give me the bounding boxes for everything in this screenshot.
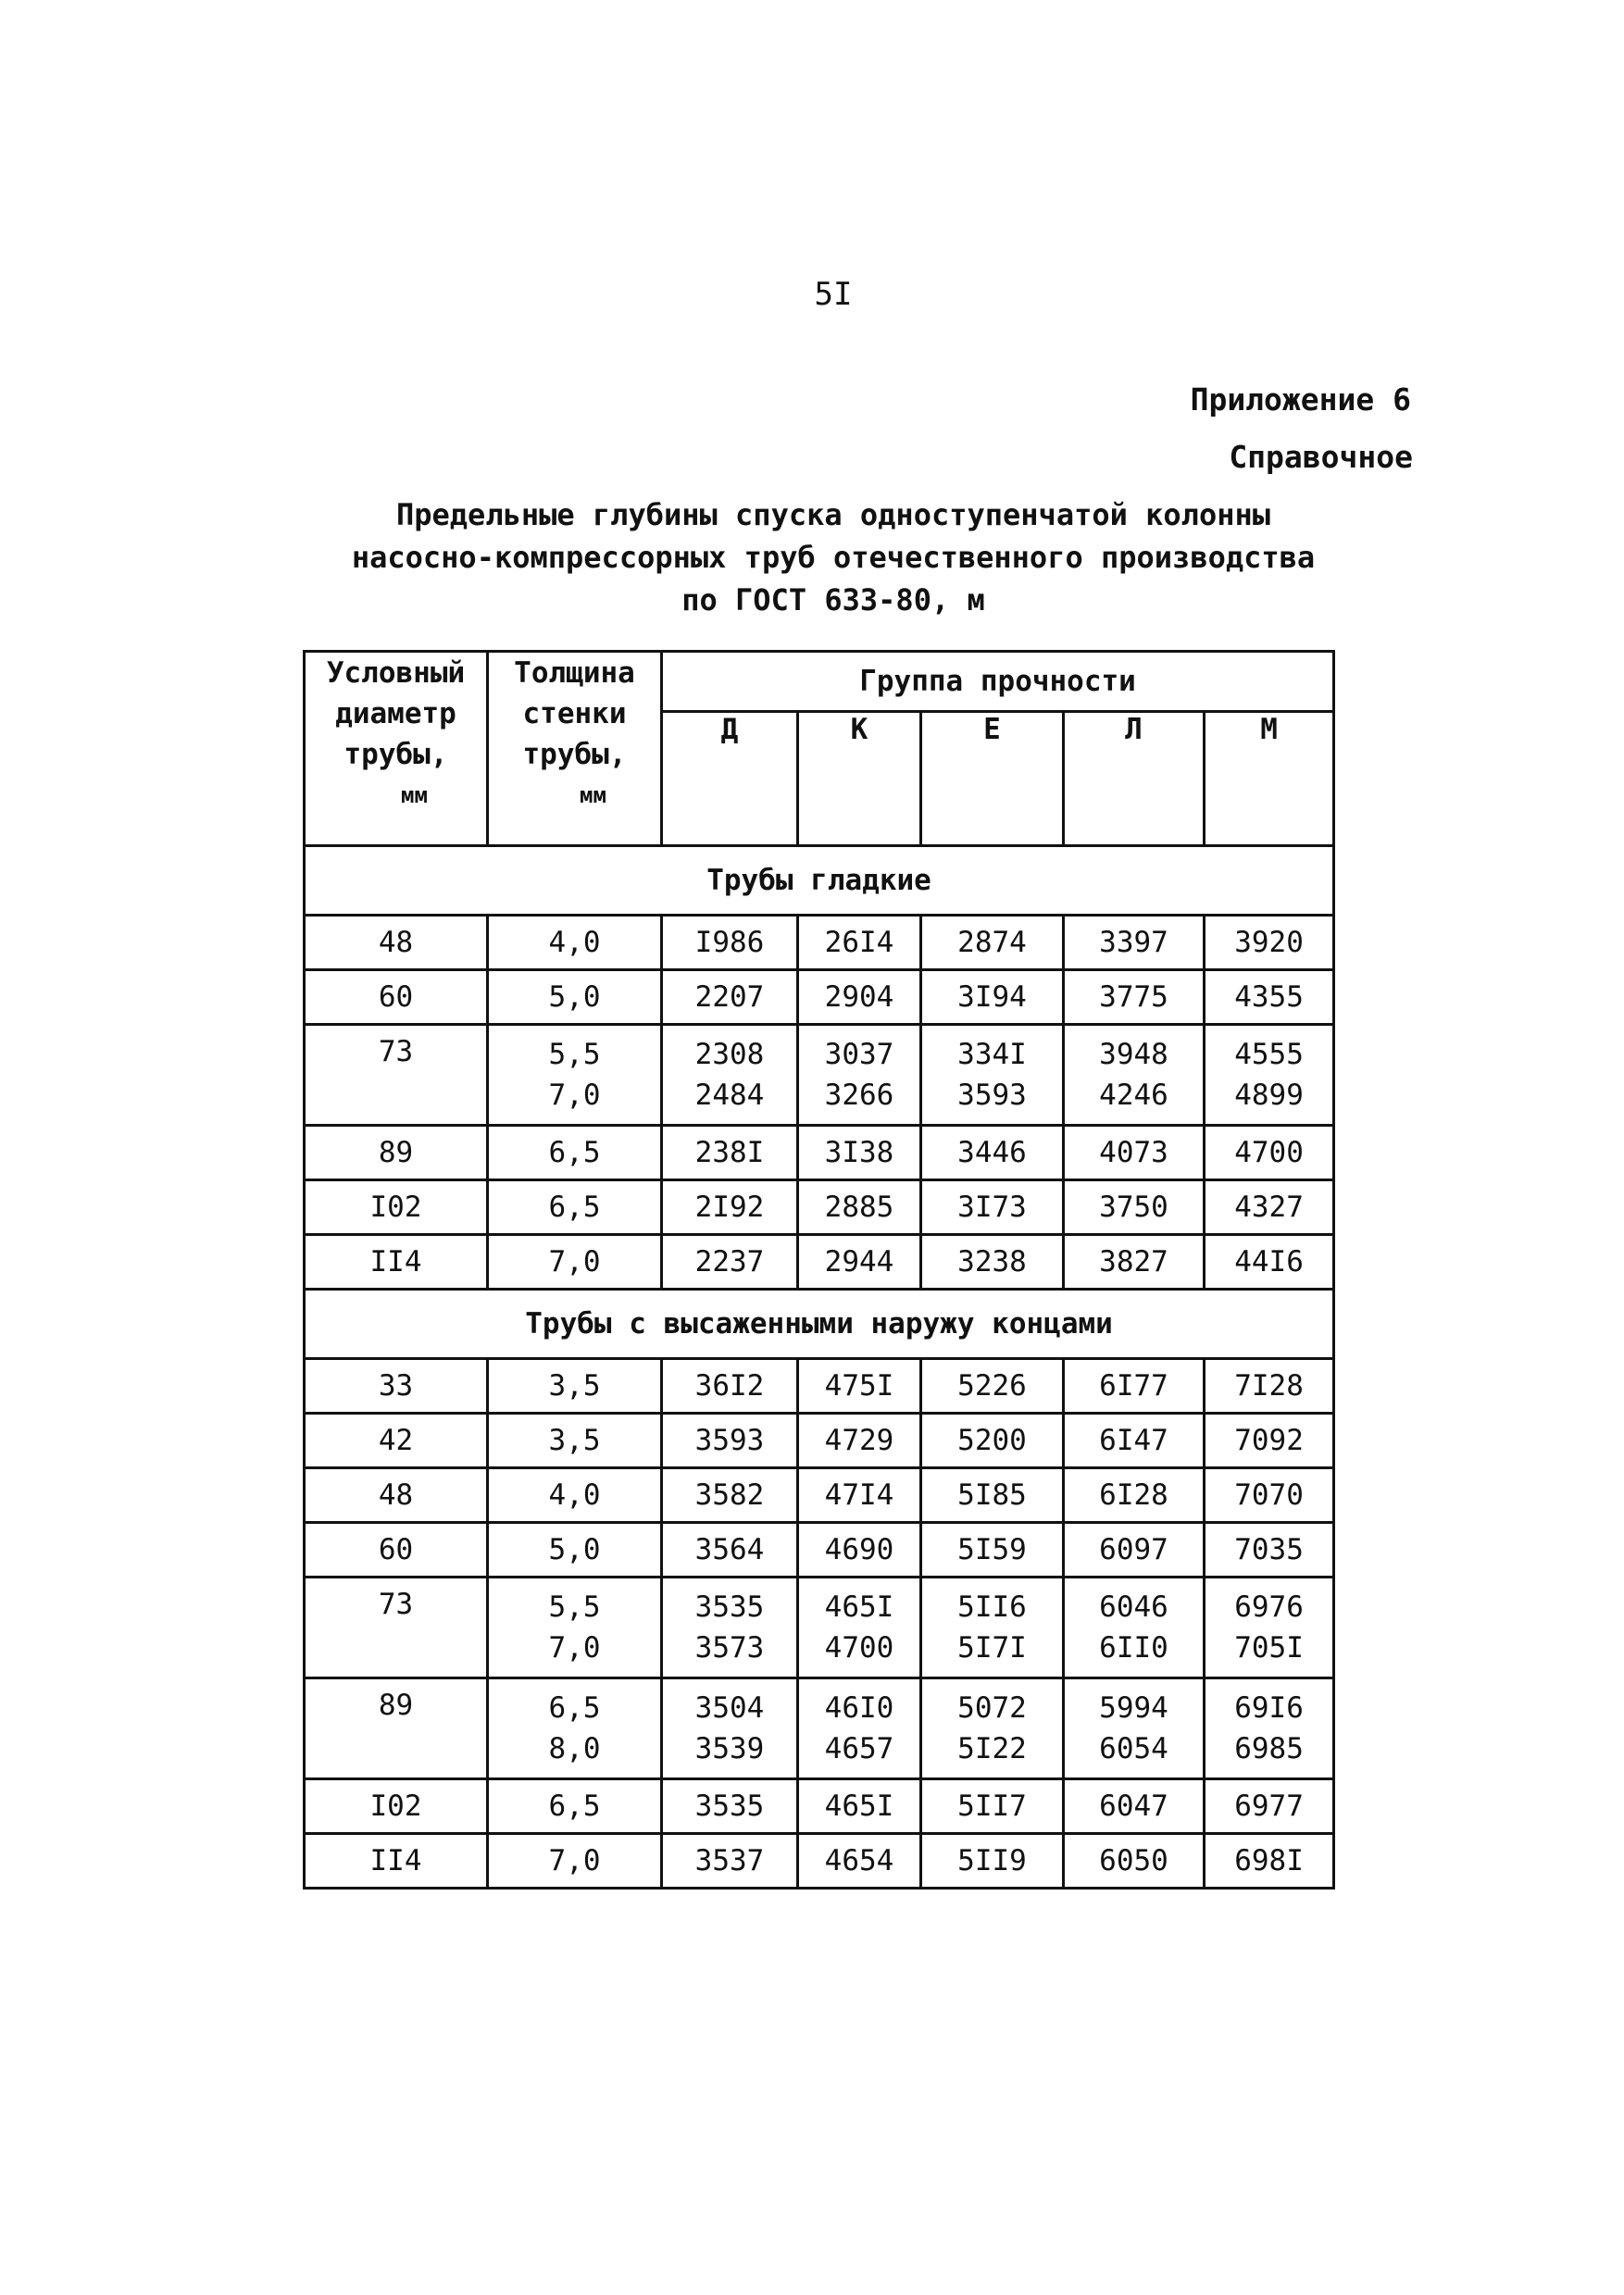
depth-value: 47I4 <box>824 1478 894 1512</box>
page-number: 5I <box>814 276 853 313</box>
depth-value: 2207 <box>694 980 765 1014</box>
depth-value: 3775 <box>1099 980 1168 1014</box>
cell-depth-м <box>1205 970 1334 1025</box>
cell-depth-м <box>1205 1359 1334 1414</box>
appendix-label: Приложение 6 <box>1190 381 1411 418</box>
header-text: стенки <box>522 697 627 730</box>
cell-depth-л <box>1064 1523 1205 1578</box>
cell-depth-к <box>798 916 921 970</box>
depth-value: 6097 <box>1099 1533 1168 1566</box>
table-row <box>305 916 1334 970</box>
header-text: мм <box>401 782 428 808</box>
header-text: диаметр <box>335 697 456 730</box>
depth-value: 5II7 <box>957 1790 1027 1823</box>
cell-thickness <box>488 1678 662 1779</box>
table-title <box>296 493 1370 621</box>
depth-table <box>303 650 1335 1890</box>
table-row <box>305 1468 1334 1523</box>
cell-depth-м <box>1205 916 1334 970</box>
cell-depth-л <box>1064 916 1205 970</box>
depth-value: 2484 <box>694 1079 765 1112</box>
cell-depth-д <box>662 916 798 970</box>
header-group-e: Е <box>921 712 1064 846</box>
depth-value: 465I <box>824 1590 894 1624</box>
depth-value: 7035 <box>1234 1533 1304 1566</box>
header-text: мм <box>580 782 606 808</box>
table-row <box>305 1578 1334 1678</box>
cell-diameter: II4 <box>305 1235 488 1290</box>
thickness-value: 8,0 <box>548 1732 601 1765</box>
cell-depth-е <box>921 1025 1064 1126</box>
header-text: Условный <box>326 656 466 690</box>
title-line: насосно-компрессорных труб отечественного производства <box>351 540 1316 575</box>
cell-depth-к <box>798 1779 921 1834</box>
depth-value: 4700 <box>824 1631 894 1665</box>
thickness-value: 6,5 <box>548 1191 601 1224</box>
thickness-value: 3,5 <box>548 1424 601 1457</box>
cell-thickness <box>488 1235 662 1290</box>
cell-depth-л <box>1064 1779 1205 1834</box>
cell-depth-м <box>1205 1834 1334 1889</box>
depth-value: 6I28 <box>1099 1478 1168 1512</box>
header-text: Толщина <box>514 656 635 690</box>
cell-depth-л <box>1064 1126 1205 1180</box>
depth-value: 6050 <box>1099 1844 1168 1877</box>
depth-value: 3573 <box>694 1631 765 1665</box>
cell-depth-к <box>798 1468 921 1523</box>
depth-value: 3537 <box>694 1844 765 1877</box>
depth-value: 5072 <box>957 1691 1027 1725</box>
depth-value: 2237 <box>694 1245 765 1278</box>
depth-value: 3I38 <box>824 1136 894 1169</box>
table-row <box>305 1359 1334 1414</box>
depth-value: 3920 <box>1234 926 1304 959</box>
title-line: Предельные глубины спуска одноступенчатой колонны <box>395 497 1270 532</box>
cell-depth-е <box>921 1235 1064 1290</box>
cell-diameter: I02 <box>305 1779 488 1834</box>
depth-value: 4729 <box>824 1424 894 1457</box>
thickness-value: 6,5 <box>548 1790 601 1823</box>
depth-value: 2904 <box>824 980 894 1014</box>
cell-depth-к <box>798 1523 921 1578</box>
table-row <box>305 1414 1334 1468</box>
cell-diameter: 73 <box>305 1578 488 1678</box>
thickness-value: 6,5 <box>548 1691 601 1725</box>
depth-value: 69I6 <box>1234 1691 1304 1725</box>
header-group-l: Л <box>1064 712 1205 846</box>
cell-diameter: 33 <box>305 1359 488 1414</box>
cell-thickness <box>488 1025 662 1126</box>
cell-depth-д <box>662 1126 798 1180</box>
cell-depth-к <box>798 1414 921 1468</box>
cell-depth-д <box>662 970 798 1025</box>
cell-diameter: I02 <box>305 1180 488 1235</box>
depth-value: 3535 <box>694 1590 765 1624</box>
header-text: трубы, <box>522 738 627 771</box>
depth-value: 44I6 <box>1234 1245 1304 1278</box>
cell-thickness <box>488 1523 662 1578</box>
cell-diameter: 60 <box>305 970 488 1025</box>
depth-value: 6054 <box>1099 1732 1168 1765</box>
cell-thickness <box>488 1414 662 1468</box>
cell-diameter: 60 <box>305 1523 488 1578</box>
depth-value: 6976 <box>1234 1590 1304 1624</box>
header-diameter <box>305 652 488 846</box>
thickness-value: 3,5 <box>548 1369 601 1403</box>
cell-depth-м <box>1205 1468 1334 1523</box>
table-row <box>305 1523 1334 1578</box>
cell-thickness <box>488 1180 662 1235</box>
cell-depth-м <box>1205 1578 1334 1678</box>
cell-diameter: 73 <box>305 1025 488 1126</box>
thickness-value: 4,0 <box>548 926 601 959</box>
depth-value: 5I22 <box>957 1732 1027 1765</box>
cell-thickness <box>488 1578 662 1678</box>
depth-value: 6I47 <box>1099 1424 1168 1457</box>
depth-value: 4899 <box>1234 1079 1304 1112</box>
section-title: Трубы с высаженными наружу концами <box>305 1290 1334 1359</box>
depth-value: 3504 <box>694 1691 765 1725</box>
thickness-value: 5,5 <box>548 1038 601 1071</box>
cell-depth-л <box>1064 1834 1205 1889</box>
cell-diameter: 48 <box>305 916 488 970</box>
cell-depth-е <box>921 916 1064 970</box>
cell-diameter: 89 <box>305 1126 488 1180</box>
cell-thickness <box>488 970 662 1025</box>
cell-depth-л <box>1064 1359 1205 1414</box>
title-line: по ГОСТ 633-80, м <box>681 582 985 617</box>
cell-depth-к <box>798 1834 921 1889</box>
header-strength-group: Группа прочности <box>662 652 1334 712</box>
depth-value: 3593 <box>694 1424 765 1457</box>
cell-depth-л <box>1064 1678 1205 1779</box>
depth-value: 4073 <box>1099 1136 1168 1169</box>
depth-value: 5II9 <box>957 1844 1027 1877</box>
depth-value: 6046 <box>1099 1590 1168 1624</box>
depth-value: 36I2 <box>694 1369 765 1403</box>
cell-depth-е <box>921 1126 1064 1180</box>
cell-depth-к <box>798 1025 921 1126</box>
depth-value: 3266 <box>824 1079 894 1112</box>
cell-depth-л <box>1064 1414 1205 1468</box>
thickness-value: 5,0 <box>548 980 601 1014</box>
cell-depth-д <box>662 1578 798 1678</box>
cell-depth-д <box>662 1468 798 1523</box>
depth-value: 5I59 <box>957 1533 1027 1566</box>
table-row <box>305 1235 1334 1290</box>
depth-value: 4700 <box>1234 1136 1304 1169</box>
depth-value: 7070 <box>1234 1478 1304 1512</box>
depth-value: 7092 <box>1234 1424 1304 1457</box>
table-row <box>305 1834 1334 1889</box>
cell-depth-к <box>798 1235 921 1290</box>
cell-depth-м <box>1205 1235 1334 1290</box>
depth-value: 4690 <box>824 1533 894 1566</box>
reference-label: Справочное <box>1229 439 1413 475</box>
depth-value: 334I <box>957 1038 1027 1071</box>
cell-depth-е <box>921 1359 1064 1414</box>
header-group-k: К <box>798 712 921 846</box>
depth-value: 6985 <box>1234 1732 1304 1765</box>
thickness-value: 5,5 <box>548 1590 601 1624</box>
cell-depth-д <box>662 1180 798 1235</box>
depth-value: 5I7I <box>957 1631 1027 1665</box>
cell-thickness <box>488 1779 662 1834</box>
cell-depth-м <box>1205 1414 1334 1468</box>
cell-depth-е <box>921 1414 1064 1468</box>
section-title: Трубы гладкие <box>305 846 1334 916</box>
cell-depth-к <box>798 970 921 1025</box>
cell-depth-е <box>921 1468 1064 1523</box>
cell-depth-д <box>662 1834 798 1889</box>
table-row <box>305 970 1334 1025</box>
depth-value: 3I94 <box>957 980 1027 1014</box>
header-text: трубы, <box>344 738 448 771</box>
cell-thickness <box>488 1834 662 1889</box>
depth-value: 3446 <box>957 1136 1027 1169</box>
table-row <box>305 1678 1334 1779</box>
cell-depth-к <box>798 1578 921 1678</box>
thickness-value: 7,0 <box>548 1079 601 1112</box>
depth-value: 3948 <box>1099 1038 1168 1071</box>
cell-depth-е <box>921 1678 1064 1779</box>
depth-value: 475I <box>824 1369 894 1403</box>
depth-value: 5II6 <box>957 1590 1027 1624</box>
cell-thickness <box>488 916 662 970</box>
cell-depth-л <box>1064 970 1205 1025</box>
cell-depth-м <box>1205 1523 1334 1578</box>
depth-value: 4654 <box>824 1844 894 1877</box>
cell-depth-л <box>1064 1235 1205 1290</box>
cell-thickness <box>488 1359 662 1414</box>
depth-value: 2944 <box>824 1245 894 1278</box>
cell-depth-д <box>662 1414 798 1468</box>
thickness-value: 5,0 <box>548 1533 601 1566</box>
table-row <box>305 1025 1334 1126</box>
cell-depth-м <box>1205 1779 1334 1834</box>
cell-depth-м <box>1205 1126 1334 1180</box>
cell-depth-м <box>1205 1180 1334 1235</box>
cell-depth-л <box>1064 1025 1205 1126</box>
depth-value: 4555 <box>1234 1038 1304 1071</box>
depth-value: 2308 <box>694 1038 765 1071</box>
cell-depth-д <box>662 1359 798 1414</box>
depth-value: 4355 <box>1234 980 1304 1014</box>
depth-value: 5994 <box>1099 1691 1168 1725</box>
thickness-value: 7,0 <box>548 1631 601 1665</box>
cell-depth-е <box>921 1779 1064 1834</box>
cell-depth-к <box>798 1359 921 1414</box>
cell-depth-д <box>662 1025 798 1126</box>
depth-value: 3397 <box>1099 926 1168 959</box>
cell-depth-к <box>798 1126 921 1180</box>
cell-depth-к <box>798 1180 921 1235</box>
cell-depth-л <box>1064 1180 1205 1235</box>
depth-value: 238I <box>694 1136 765 1169</box>
depth-value: 2874 <box>957 926 1027 959</box>
depth-value: 3750 <box>1099 1191 1168 1224</box>
header-group-d: Д <box>662 712 798 846</box>
cell-depth-д <box>662 1779 798 1834</box>
depth-value: 465I <box>824 1790 894 1823</box>
depth-value: 3539 <box>694 1732 765 1765</box>
depth-value: 7I28 <box>1234 1369 1304 1403</box>
table-row <box>305 1126 1334 1180</box>
depth-value: 705I <box>1234 1631 1304 1665</box>
cell-depth-л <box>1064 1578 1205 1678</box>
depth-value: 6I77 <box>1099 1369 1168 1403</box>
header-group-m: М <box>1205 712 1334 846</box>
depth-value: I986 <box>694 926 765 959</box>
depth-value: 3238 <box>957 1245 1027 1278</box>
thickness-value: 6,5 <box>548 1136 601 1169</box>
cell-diameter: 48 <box>305 1468 488 1523</box>
cell-depth-д <box>662 1678 798 1779</box>
depth-value: 3564 <box>694 1533 765 1566</box>
thickness-value: 7,0 <box>548 1245 601 1278</box>
cell-depth-е <box>921 1834 1064 1889</box>
cell-thickness <box>488 1126 662 1180</box>
depth-value: 3593 <box>957 1079 1027 1112</box>
depth-value: 6977 <box>1234 1790 1304 1823</box>
depth-value: 5226 <box>957 1369 1027 1403</box>
cell-depth-е <box>921 1180 1064 1235</box>
cell-depth-е <box>921 1578 1064 1678</box>
thickness-value: 4,0 <box>548 1478 601 1512</box>
cell-depth-м <box>1205 1025 1334 1126</box>
header-thickness <box>488 652 662 846</box>
cell-depth-л <box>1064 1468 1205 1523</box>
depth-value: 5I85 <box>957 1478 1027 1512</box>
depth-value: 6047 <box>1099 1790 1168 1823</box>
depth-value: 3037 <box>824 1038 894 1071</box>
depth-value: 3582 <box>694 1478 765 1512</box>
cell-depth-д <box>662 1523 798 1578</box>
depth-value: 3535 <box>694 1790 765 1823</box>
depth-value: 3I73 <box>957 1191 1027 1224</box>
depth-value: 4327 <box>1234 1191 1304 1224</box>
cell-depth-е <box>921 970 1064 1025</box>
depth-value: 6II0 <box>1099 1631 1168 1665</box>
depth-value: 2885 <box>824 1191 894 1224</box>
depth-value: 46I0 <box>824 1691 894 1725</box>
cell-depth-м <box>1205 1678 1334 1779</box>
depth-value: 26I4 <box>824 926 894 959</box>
depth-value: 3827 <box>1099 1245 1168 1278</box>
depth-value: 698I <box>1234 1844 1304 1877</box>
depth-value: 4657 <box>824 1732 894 1765</box>
cell-depth-д <box>662 1235 798 1290</box>
depth-value: 5200 <box>957 1424 1027 1457</box>
cell-diameter: 42 <box>305 1414 488 1468</box>
cell-thickness <box>488 1468 662 1523</box>
table-row <box>305 1779 1334 1834</box>
cell-depth-е <box>921 1523 1064 1578</box>
depth-value: 4246 <box>1099 1079 1168 1112</box>
depth-value: 2I92 <box>694 1191 765 1224</box>
cell-diameter: II4 <box>305 1834 488 1889</box>
cell-depth-к <box>798 1678 921 1779</box>
thickness-value: 7,0 <box>548 1844 601 1877</box>
table-row <box>305 1180 1334 1235</box>
cell-diameter: 89 <box>305 1678 488 1779</box>
